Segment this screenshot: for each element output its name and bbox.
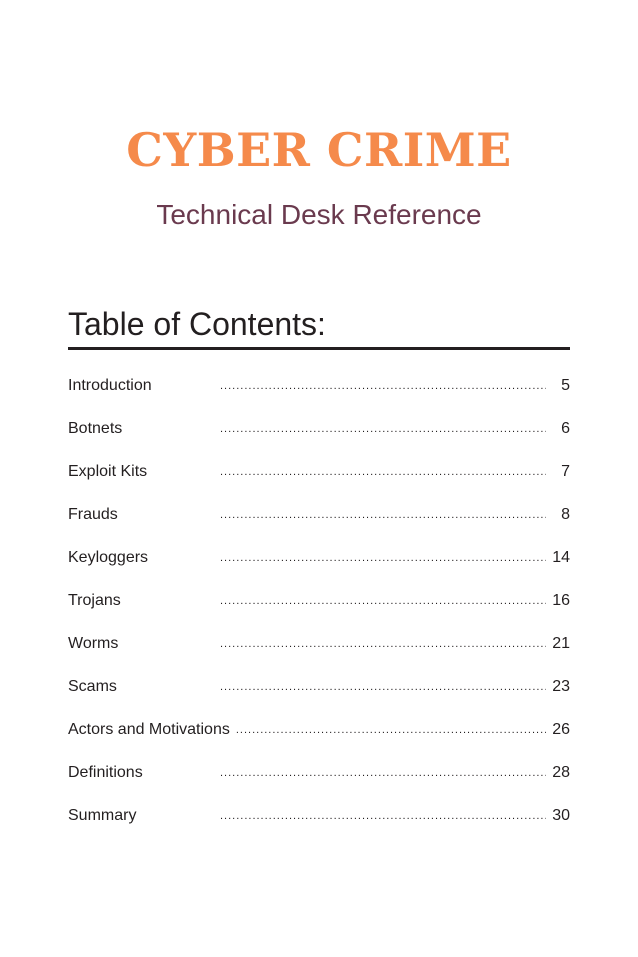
toc-entry-page: 23 [552,678,570,695]
toc-entry-page: 8 [561,506,570,523]
toc-leader-dots [220,547,546,569]
toc-entry-page: 6 [561,420,570,437]
toc-entry-trojans[interactable] [68,590,570,633]
toc-entry-label: Summary [68,807,137,824]
toc-entry-label: Frauds [68,506,118,523]
toc-heading: Table of Contents: [68,306,326,342]
toc-leader-dots [220,633,546,655]
toc-entry-definitions[interactable] [68,762,570,805]
toc-entry-page: 16 [552,592,570,609]
toc-entry-label: Exploit Kits [68,463,148,480]
toc-entry-introduction[interactable] [68,375,570,418]
toc-entry-page: 14 [552,549,570,566]
toc-entry-botnets[interactable] [68,418,570,461]
toc-entry-scams[interactable] [68,676,570,719]
toc-leader-dots [220,504,546,526]
toc-entry-label: Trojans [68,592,121,609]
toc-list [68,375,570,848]
toc-leader-dots [220,590,546,612]
toc-entry-page: 21 [552,635,570,652]
toc-leader-dots [220,762,546,784]
toc-entry-frauds[interactable] [68,504,570,547]
toc-entry-page: 26 [552,721,570,738]
toc-entry-summary[interactable] [68,805,570,848]
toc-entry-page: 28 [552,764,570,781]
toc-leader-dots [220,805,546,827]
toc-leader-dots [220,375,546,397]
toc-entry-page: 30 [552,807,570,824]
document-subtitle: Technical Desk Reference [156,199,482,230]
toc-entry-label: Worms [68,635,119,652]
toc-divider [68,347,570,350]
toc-entry-worms[interactable] [68,633,570,676]
toc-entry-keyloggers[interactable] [68,547,570,590]
document-title: CYBER CRIME [126,123,512,177]
toc-leader-dots [220,461,546,483]
toc-leader-dots [220,418,546,440]
toc-entry-label: Definitions [68,764,143,781]
toc-entry-page: 5 [561,377,570,394]
toc-entry-exploit-kits[interactable] [68,461,570,504]
toc-entry-actors-and-motivations[interactable] [68,719,570,762]
toc-entry-label: Actors and Motivations [68,721,230,738]
toc-entry-label: Botnets [68,420,123,437]
toc-entry-label: Introduction [68,377,152,394]
toc-leader-dots [236,719,546,741]
toc-entry-label: Scams [68,678,117,695]
toc-leader-dots [220,676,546,698]
toc-entry-label: Keyloggers [68,549,149,566]
toc-entry-page: 7 [561,463,570,480]
